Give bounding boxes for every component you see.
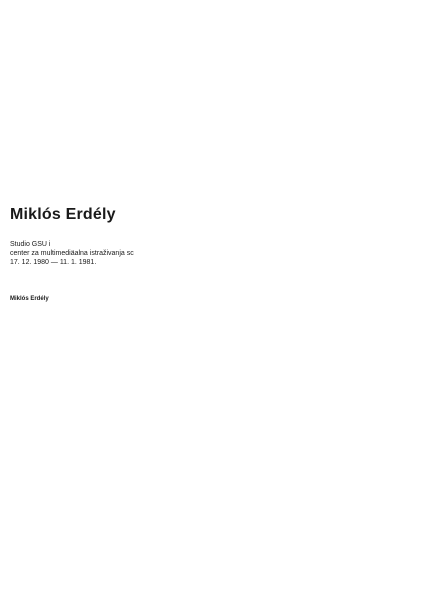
exhibition-dates: 17. 12. 1980 — 11. 1. 1981. xyxy=(10,259,97,266)
exhibition-info xyxy=(10,240,210,267)
left-column xyxy=(10,0,210,600)
exhibition-institution: center za multimediäalna istraživanja sc xyxy=(10,250,134,257)
chronology-heading: Miklós Erdély xyxy=(10,296,49,302)
page-title: Miklós Erdély xyxy=(10,206,116,223)
right-column xyxy=(217,6,417,594)
exhibition-venue: Studio GSU i xyxy=(10,241,51,248)
